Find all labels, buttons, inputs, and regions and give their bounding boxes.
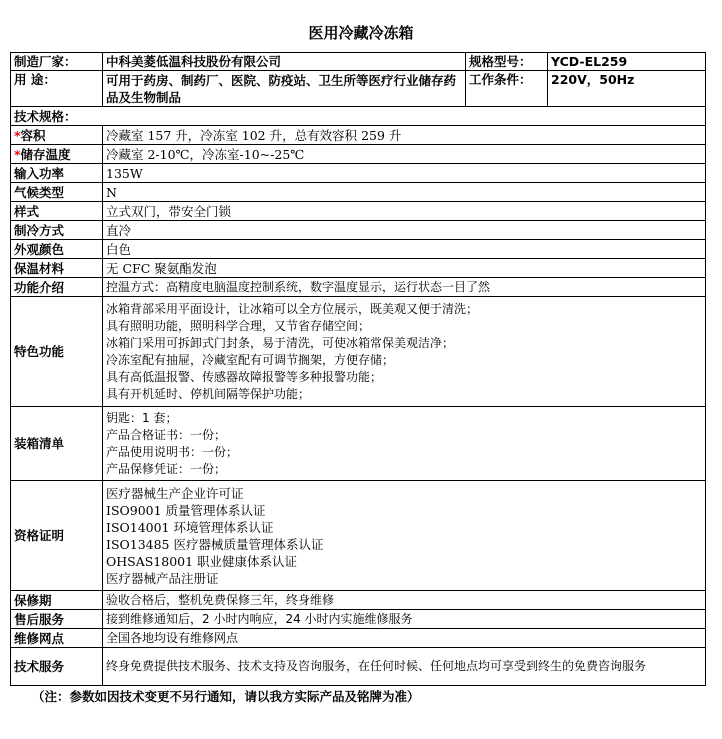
repair-network-value: 全国各地均设有维修网点 — [103, 629, 706, 648]
spec-row — [11, 240, 706, 259]
features-label: 特色功能 — [11, 297, 103, 407]
spec-row — [11, 145, 706, 164]
use-row — [11, 71, 706, 107]
maker-value: 中科美菱低温科技股份有限公司 — [103, 53, 466, 71]
repair-network-label: 维修网点 — [11, 629, 103, 648]
spec-label: 制冷方式 — [14, 222, 65, 238]
spec-row — [11, 126, 706, 145]
repair-network-row — [11, 629, 706, 648]
spec-value: 135W — [103, 164, 706, 183]
use-value: 可用于药房、制药厂、医院、防疫站、卫生所等医疗行业储存药品及生物制品 — [103, 71, 466, 107]
tech-service-row — [11, 648, 706, 686]
maker-label: 制造厂家： — [11, 53, 103, 71]
spec-table — [10, 52, 706, 686]
after-sales-label: 售后服务 — [11, 610, 103, 629]
packing-row — [11, 407, 706, 481]
after-sales-value: 接到维修通知后，2 小时内响应，24 小时内实施维修服务 — [103, 610, 706, 629]
spec-label: 样式 — [14, 203, 40, 219]
feature-line: 具有高低温报警、传感器故障报警等多种报警功能； — [106, 369, 383, 384]
conditions-value: 220V，50Hz — [548, 71, 706, 107]
document-title: 医用冷藏冷冻箱 — [308, 24, 414, 42]
cert-line: OHSAS18001 职业健康体系认证 — [106, 553, 298, 569]
spec-row — [11, 221, 706, 240]
cert-line: 医疗器械生产企业许可证 — [106, 485, 244, 501]
spec-row — [11, 164, 706, 183]
spec-value: N — [103, 183, 706, 202]
feature-line: 冷冻室配有抽屉，冷藏室配有可调节搁架，方便存储； — [106, 352, 395, 367]
cert-line: 医疗器械产品注册证 — [106, 570, 219, 586]
feature-line: 冰箱门采用可拆卸式门封条，易于清洗，可使冰箱常保美观洁净； — [106, 335, 455, 350]
spec-value: 直冷 — [103, 221, 706, 240]
specs-heading-row — [11, 107, 706, 126]
spec-label: 容积 — [20, 127, 46, 143]
conditions-label: 工作条件： — [466, 71, 548, 107]
feature-line: 具有照明功能，照明科学合理，又节省存储空间； — [106, 318, 371, 333]
spec-label: 气候类型 — [14, 184, 65, 200]
packing-label: 装箱清单 — [11, 407, 103, 481]
specs-heading: 技术规格： — [11, 107, 706, 126]
packing-line: 钥匙：1 套； — [106, 410, 178, 425]
model-value: YCD-EL259 — [548, 53, 706, 71]
warranty-value: 验收合格后，整机免费保修三年，终身维修 — [103, 591, 706, 610]
cert-line: ISO9001 质量管理体系认证 — [106, 502, 266, 518]
tech-service-label: 技术服务 — [11, 648, 103, 686]
feature-line: 冰箱背部采用平面设计，让冰箱可以全方位展示，既美观又便于清洗； — [106, 301, 479, 316]
spec-value: 冷藏室 2-10℃，冷冻室-10~-25℃ — [103, 145, 706, 164]
spec-value: 冷藏室 157 升，冷冻室 102 升，总有效容积 259 升 — [103, 126, 706, 145]
footnote: （注：参数如因技术变更不另行通知，请以我方实际产品及铭牌为准） — [32, 689, 420, 704]
spec-label: 外观颜色 — [14, 241, 65, 257]
spec-value: 无 CFC 聚氨酯发泡 — [103, 259, 706, 278]
spec-label: 储存温度 — [20, 146, 71, 162]
packing-line: 产品合格证书：一份； — [106, 427, 227, 442]
after-sales-row — [11, 610, 706, 629]
features-row — [11, 297, 706, 407]
spec-label: 保温材料 — [14, 260, 65, 276]
feature-line: 具有开机延时、停机间隔等保护功能； — [106, 386, 311, 401]
spec-row — [11, 202, 706, 221]
spec-row — [11, 278, 706, 297]
spec-value: 控温方式：高精度电脑温度控制系统，数字温度显示，运行状态一目了然 — [103, 278, 706, 297]
cert-line: ISO13485 医疗器械质量管理体系认证 — [106, 536, 324, 552]
spec-row — [11, 183, 706, 202]
warranty-row — [11, 591, 706, 610]
required-mark: * — [14, 127, 21, 143]
spec-value: 立式双门，带安全门锁 — [103, 202, 706, 221]
model-label: 规格型号： — [466, 53, 548, 71]
use-label: 用 途： — [11, 71, 103, 107]
packing-line: 产品使用说明书：一份； — [106, 444, 239, 459]
spec-value: 白色 — [103, 240, 706, 259]
spec-row — [11, 259, 706, 278]
required-mark: * — [14, 146, 21, 162]
spec-label: 输入功率 — [14, 165, 65, 181]
certs-label: 资格证明 — [11, 481, 103, 591]
maker-row — [11, 53, 706, 71]
spec-label: 功能介绍 — [14, 279, 65, 295]
packing-line: 产品保修凭证：一份； — [106, 461, 227, 476]
tech-service-value: 终身免费提供技术服务、技术支持及咨询服务，在任何时候、任何地点均可享受到终生的免费咨询服务 — [103, 648, 706, 686]
certs-row — [11, 481, 706, 591]
warranty-label: 保修期 — [11, 591, 103, 610]
cert-line: ISO14001 环境管理体系认证 — [106, 519, 274, 535]
